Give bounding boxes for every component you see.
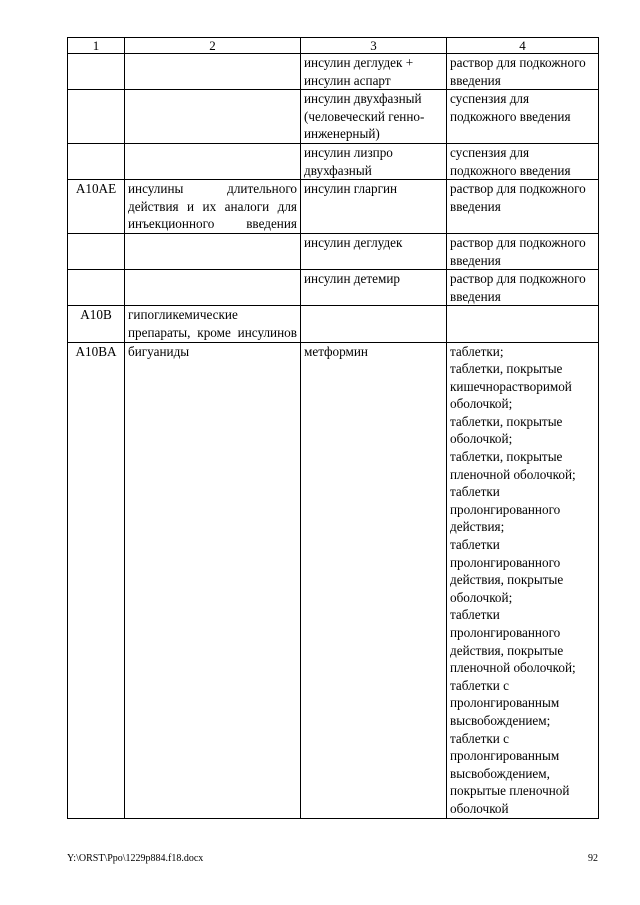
table-row: [68, 342, 599, 818]
column-header-4: 4: [447, 38, 599, 54]
dosage-form-cell: раствор для подкожного введения: [447, 54, 599, 90]
atc-code-cell: [68, 54, 125, 90]
atc-code-cell: [68, 90, 125, 144]
drug-name-cell: инсулин деглудек + инсулин аспарт: [301, 54, 447, 90]
table-row: [68, 233, 599, 269]
drug-name-cell: инсулин детемир: [301, 270, 447, 306]
footer-page-number: 92: [588, 853, 598, 864]
dosage-form-item: таблетки;: [450, 343, 504, 359]
table-row: [68, 90, 599, 144]
group-cell: [125, 233, 301, 269]
table-header-row: [68, 38, 599, 54]
atc-code-cell: A10BA: [68, 342, 125, 818]
dosage-form-cell: [447, 342, 599, 818]
group-cell: [125, 180, 301, 234]
drug-name-cell: метформин: [301, 342, 447, 818]
atc-code-cell: A10B: [68, 306, 125, 342]
dosage-form-cell: раствор для подкожного введения: [447, 233, 599, 269]
column-header-1: 1: [68, 38, 125, 54]
group-text: инсулины длительного действия и их аналоги для инъекционного введения: [128, 181, 297, 232]
dosage-form-cell: суспензия для подкожного введения: [447, 90, 599, 144]
table-row: [68, 306, 599, 342]
drug-table: [67, 37, 599, 819]
dosage-form-item: таблетки пролонгированного действия, покрытые оболочкой;: [450, 537, 564, 605]
drug-name-cell: [301, 306, 447, 342]
table-row: [68, 180, 599, 234]
group-cell: [125, 90, 301, 144]
column-header-2: 2: [125, 38, 301, 54]
table-row: [68, 54, 599, 90]
group-cell: [125, 54, 301, 90]
dosage-form-item: таблетки, покрытые пленочной оболочкой;: [450, 449, 576, 482]
column-header-3: 3: [301, 38, 447, 54]
group-cell: [125, 306, 301, 342]
table-row: [68, 143, 599, 179]
dosage-form-list: [450, 343, 595, 818]
dosage-form-item: таблетки пролонгированного действия, покрытые пленочной оболочкой;: [450, 607, 576, 676]
dosage-form-item: таблетки, покрытые оболочкой;: [450, 413, 563, 447]
atc-code-cell: A10AE: [68, 180, 125, 234]
group-text: гипогликемические препараты, кроме инсулинов: [128, 307, 297, 340]
footer-file-path: Y:\ORST\Ppo\1229p884.f18.docx: [67, 853, 204, 864]
dosage-form-item: таблетки с пролонгированным высвобождением;: [450, 677, 560, 728]
drug-name-cell: инсулин лизпро двухфазный: [301, 143, 447, 179]
table-row: [68, 270, 599, 306]
drug-name-cell: инсулин гларгин: [301, 180, 447, 234]
dosage-form-cell: раствор для подкожного введения: [447, 180, 599, 234]
atc-code-cell: [68, 233, 125, 269]
drug-name-cell: инсулин двухфазный (человеческий генно-инженерный): [301, 90, 447, 144]
group-cell: бигуаниды: [125, 342, 301, 818]
dosage-form-cell: суспензия для подкожного введения: [447, 143, 599, 179]
dosage-form-item: таблетки пролонгированного действия;: [450, 484, 561, 535]
atc-code-cell: [68, 270, 125, 306]
group-cell: [125, 143, 301, 179]
group-cell: [125, 270, 301, 306]
atc-code-cell: [68, 143, 125, 179]
dosage-form-cell: [447, 306, 599, 342]
drug-name-cell: инсулин деглудек: [301, 233, 447, 269]
dosage-form-cell: раствор для подкожного введения: [447, 270, 599, 306]
dosage-form-item: таблетки с пролонгированным высвобождением, покрытые пленочной оболочкой: [450, 730, 570, 816]
dosage-form-item: таблетки, покрытые кишечнорастворимой оболочкой;: [450, 361, 572, 412]
